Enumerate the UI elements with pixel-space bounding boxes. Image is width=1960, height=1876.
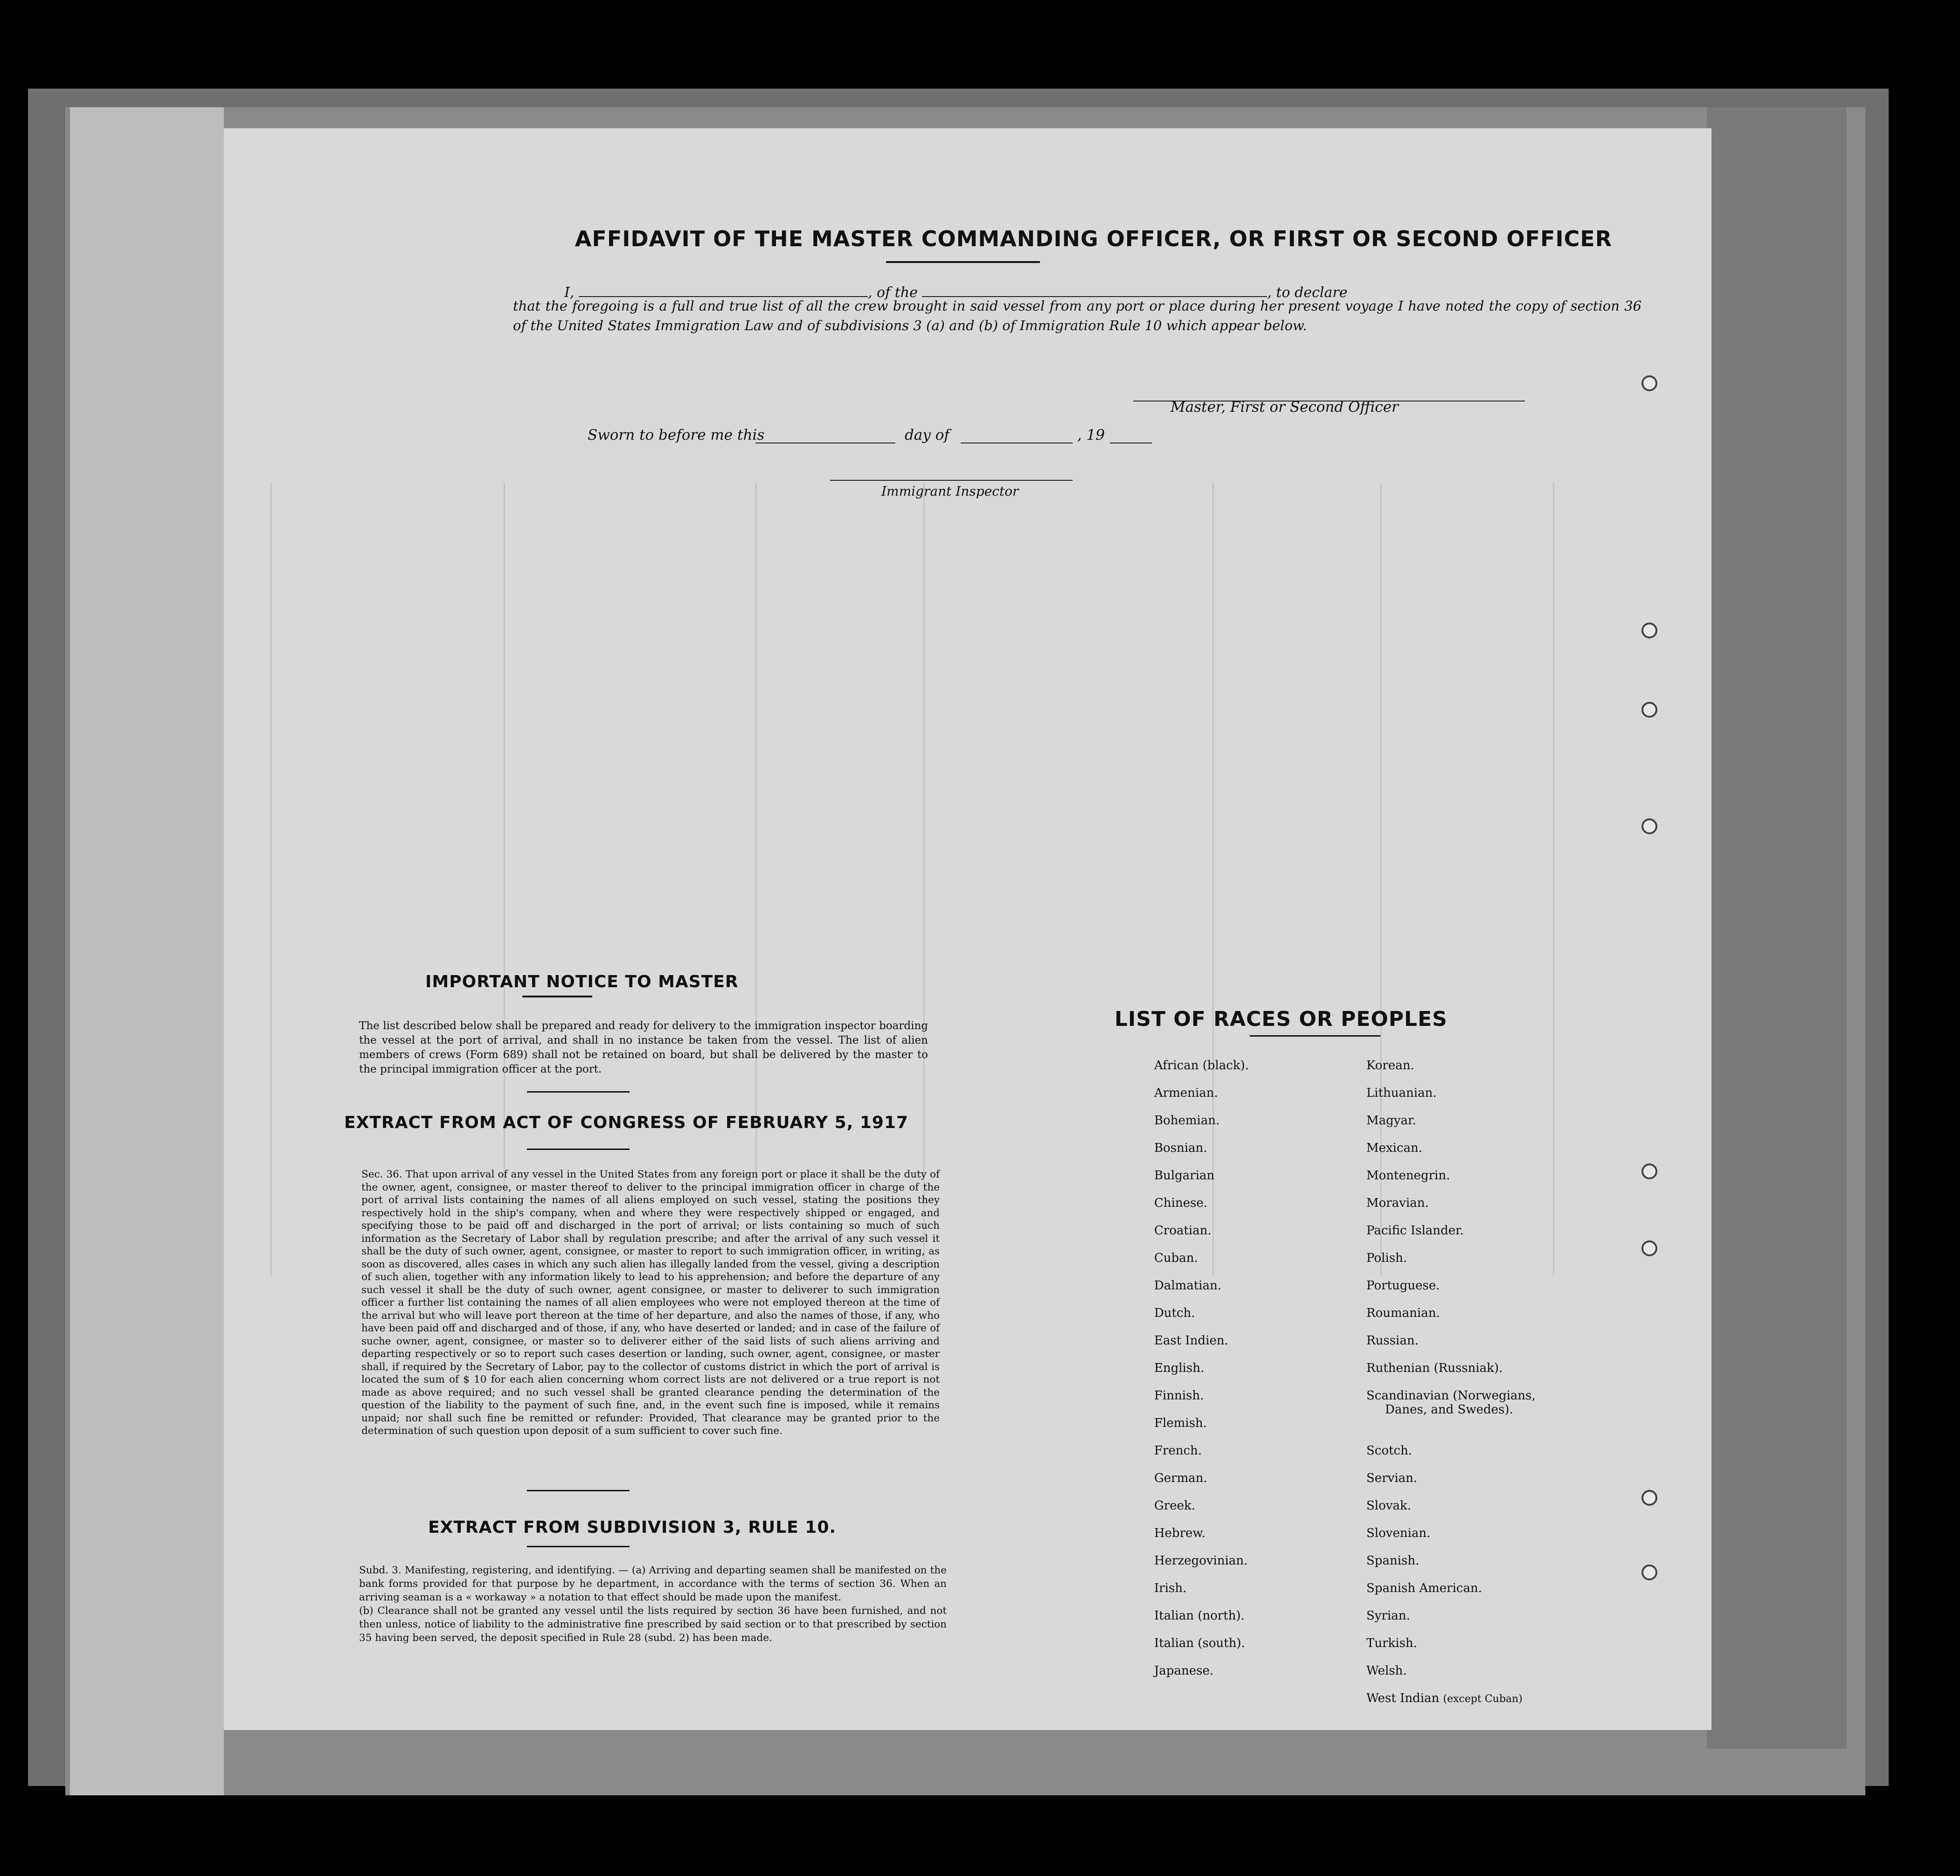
race-item: Slovak.	[1366, 1499, 1411, 1513]
extract-rule-body	[359, 1564, 947, 1645]
extract-act-body: Sec. 36. That upon arrival of any vessel in the United States from any foreign port or place it shall be the duty of the owner, agent, consignee, or master thereof to deliver to the principal immigration officer in charge of the port of arrival lists containing the names of all aliens employed on such vessel, stating the positions they respectively hold in the ship's company, when and where they were respectively shipped or engaged, and specifying those to be paid off and discharged in the port of arrival; or lists containing so much of such information as the Secretary of Labor shall by regulation prescribe; and after the arrival of any such vessel it shall be the duty of such owner, agent, consignee, or master to report to such immigration officer, in writing, as soon as discovered, alles cases in which any such alien has illegally landed from the vessel, giving a description of such alien, together with any information likely to lead to his apprehension; and before the departure of any such vessel it shall be the duty of such owner, agent consignee, or master to deliverer to such immigration officer a further list containing the names of all alien employees who were not employed thereon at the time of the arrival but who will leave port thereon at the time of her departure, and also the names of those, if any, who have been paid off and discharged and of those, if any, who have deserted or landed; and in case of the failure of suche owner, agent, consignee, or master so to deliverer either of the said lists of such aliens arriving and departing respectively or so to report such cases desertion or landing, such owner, agent, consignee, or master shall, if required by the Secretary of Labor, pay to the collector of customs district in which the port of arrival is located the sum of $ 10 for each alien concerning whom correct lists are not delivered or a true report is not made as above required; and no such vessel shall be granted clearance pending the determination of the question of the liability to the payment of such fine, and, in the event such fine is imposed, while it remains unpaid; nor shall such fine be remitted or refunder: Provided, That clearance may be granted prior to the determination of such question upon deposit of a sum sufficient to cover such fine.	[361, 1169, 940, 1437]
inspector-signature-blank[interactable]	[830, 469, 1073, 481]
race-item: Spanish.	[1366, 1554, 1420, 1568]
race-item: Greek.	[1154, 1499, 1195, 1513]
race-item: Cuban.	[1154, 1251, 1198, 1265]
race-item: Roumanian.	[1366, 1306, 1440, 1320]
bleed-through-column-rule	[270, 483, 272, 1275]
race-item: French.	[1154, 1444, 1202, 1458]
bleed-through-column-rule	[1553, 483, 1554, 1275]
bleed-through-column-rule	[755, 483, 757, 1275]
race-item: Polish.	[1366, 1251, 1407, 1265]
race-item: Russian.	[1366, 1334, 1419, 1348]
race-item: Finnish.	[1154, 1389, 1204, 1403]
race-item: East Indien.	[1154, 1334, 1228, 1348]
sworn-year-blank[interactable]	[1110, 431, 1152, 443]
race-item: Hebrew.	[1154, 1526, 1205, 1540]
race-item: Italian (north).	[1154, 1609, 1245, 1623]
races-right-column	[1366, 1059, 1536, 1719]
title-underline	[886, 261, 1040, 263]
race-item: Dutch.	[1154, 1306, 1195, 1320]
race-item: Mexican.	[1366, 1141, 1423, 1155]
affidavit-body: that the foregoing is a full and true list of all the crew brought in said vessel from any port or place during her present voyage I have noted the copy of section 36 of the United States Immigration Law and of subdivisions 3 (a) and (b) of Immigration Rule 10 which appear below.	[513, 298, 1641, 333]
race-item: Armenian.	[1154, 1086, 1218, 1100]
notice-underline	[522, 996, 592, 997]
race-item: Turkish.	[1366, 1636, 1417, 1650]
races-title: LIST OF RACES OR PEOPLES	[1115, 1007, 1447, 1031]
race-item: Spanish American.	[1366, 1581, 1482, 1595]
sworn-month-blank[interactable]	[961, 431, 1073, 443]
sworn-day-blank[interactable]	[755, 431, 895, 443]
master-signature-label: Master, First or Second Officer	[1170, 399, 1399, 415]
race-item: Bosnian.	[1154, 1141, 1207, 1155]
punch-hole	[1641, 1490, 1657, 1506]
races-right-group-b	[1366, 1444, 1536, 1691]
race-item: Scotch.	[1366, 1444, 1413, 1458]
races-right-group-a	[1366, 1059, 1536, 1389]
affidavit-title: AFFIDAVIT OF THE MASTER COMMANDING OFFICER, OR FIRST OR SECOND OFFICER	[575, 226, 1613, 251]
race-item: Bulgarian	[1154, 1169, 1215, 1183]
affidavit-page	[224, 128, 1711, 1730]
race-item: Montenegrin.	[1366, 1169, 1450, 1183]
notice-body: The list described below shall be prepared and ready for delivery to the immigration inspector boarding the vessel at the port of arrival, and shall in no instance be taken from the vessel. The list of alien members of crews (Form 689) shall not be retained on board, but shall be delivered by the master to the principal immigration officer at the port.	[359, 1020, 928, 1075]
section-divider	[527, 1490, 630, 1491]
race-item: Italian (south).	[1154, 1636, 1245, 1650]
vessel-blank[interactable]	[922, 285, 1267, 297]
punch-hole	[1641, 623, 1657, 638]
inspector-label: Immigrant Inspector	[881, 484, 1019, 499]
underlying-document-edge	[1707, 107, 1847, 1749]
extract-rule-para-a: Subd. 3. Manifesting, registering, and identifying. — (a) Arriving and departing seamen shall be manifested on the bank forms provided for that purpose by he department, in accordance with the terms of section 36. When an arriving seaman is a « workaway » a notation to that effect should be made upon the manifest.	[359, 1564, 947, 1603]
race-item: Irish.	[1154, 1581, 1187, 1595]
race-item: Bohemian.	[1154, 1114, 1220, 1128]
race-item: Slovenian.	[1366, 1526, 1431, 1540]
race-item: African (black).	[1154, 1059, 1249, 1073]
punch-hole	[1641, 818, 1657, 834]
race-item: Moravian.	[1366, 1196, 1429, 1210]
master-signature-blank[interactable]	[1133, 389, 1525, 402]
race-item: Herzegovinian.	[1154, 1554, 1248, 1568]
punch-hole	[1641, 1564, 1657, 1580]
race-item: Croatian.	[1154, 1224, 1212, 1238]
name-blank[interactable]	[579, 285, 868, 297]
affidavit-declare-label: , to declare	[1267, 284, 1348, 301]
race-item: Pacific Islander.	[1366, 1224, 1464, 1238]
extract-rule-para-b: (b) Clearance shall not be granted any vessel until the lists required by section 36 have been furnished, and not then unless, notice of liability to the administrative fine prescribed by said section or to that prescribed by section 35 having been served, the deposit specified in Rule 28 (subd. 2) has been made.	[359, 1605, 947, 1644]
race-item: Syrian.	[1366, 1609, 1410, 1623]
races-left-column	[1154, 1059, 1249, 1691]
affidavit-i-label: I,	[564, 284, 575, 301]
race-west-indian: West Indian (except Cuban)	[1366, 1691, 1523, 1705]
punch-hole	[1641, 702, 1657, 718]
day-of-label: day of	[905, 427, 949, 443]
race-item: English.	[1154, 1361, 1205, 1375]
punch-hole	[1641, 375, 1657, 391]
race-item: Flemish.	[1154, 1416, 1207, 1430]
race-item: Ruthenian (Russniak).	[1366, 1361, 1503, 1375]
underlying-document-strip	[70, 107, 224, 1795]
race-item: Korean.	[1366, 1059, 1414, 1073]
section-divider	[527, 1091, 630, 1093]
race-item: Dalmatian.	[1154, 1279, 1222, 1293]
sworn-label: Sworn to before me this	[588, 427, 765, 443]
race-item: German.	[1154, 1471, 1207, 1485]
extract-act-title: EXTRACT FROM ACT OF CONGRESS OF FEBRUARY 5, 1917	[344, 1113, 909, 1132]
notice-title: IMPORTANT NOTICE TO MASTER	[425, 972, 739, 991]
punch-hole	[1641, 1163, 1657, 1179]
race-item: Lithuanian.	[1366, 1086, 1437, 1100]
race-item: Portuguese.	[1366, 1279, 1440, 1293]
race-item: Servian.	[1366, 1471, 1418, 1485]
affidavit-of-the-label: , of the	[867, 284, 918, 301]
race-item: Magyar.	[1366, 1114, 1416, 1128]
section-divider	[527, 1149, 630, 1150]
race-item: Japanese.	[1154, 1664, 1214, 1678]
extract-rule-title: EXTRACT FROM SUBDIVISION 3, RULE 10.	[428, 1518, 837, 1537]
year-label: , 19	[1077, 427, 1105, 443]
races-underline	[1250, 1035, 1380, 1037]
race-item: Welsh.	[1366, 1664, 1407, 1678]
race-scandinavian: Scandinavian (Norwegians, Danes, and Swedes).	[1366, 1389, 1536, 1417]
section-divider	[527, 1546, 630, 1547]
bleed-through-column-rule	[923, 483, 925, 1275]
race-item: Chinese.	[1154, 1196, 1208, 1210]
bleed-through-column-rule	[504, 483, 505, 1275]
punch-hole	[1641, 1240, 1657, 1256]
